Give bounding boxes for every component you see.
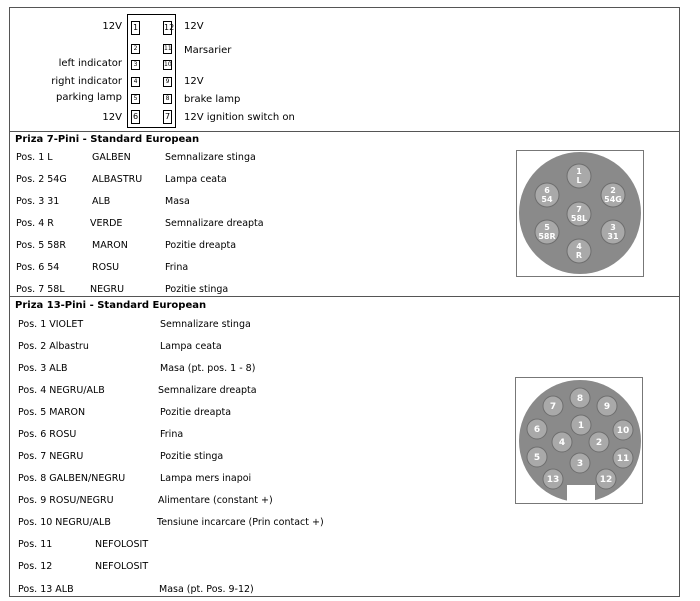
connector-left-label-6: 12V [102,112,122,123]
plug-13pin-pin-1 [571,415,591,435]
plug-7pin-pin-6-code: 54 [541,195,553,204]
connector-left-label-1: 12V [102,21,122,32]
plug-7pin-pin-5-code: 58R [538,232,556,241]
plug-7pin-svg [517,151,643,276]
row-13-pos: Pos. 13 ALB [18,584,74,595]
row-7-color: GALBEN [92,152,131,163]
row-7-pos: Pos. 6 54 [16,262,60,273]
row-7-func: Pozitie stinga [165,284,229,295]
row-13-pos: Pos. 1 VIOLET [18,319,84,330]
connector-pin-12: 12 [163,21,172,35]
plug-7pin-pin-5-number: 5 [544,223,550,232]
plug-13pin-pin-12-number: 12 [599,475,613,485]
plug-13pin-pin-3 [570,453,590,473]
plug-13pin-pin-13 [543,469,563,489]
row-7-pos: Pos. 4 R [16,218,54,229]
plug-13pin-pin-10 [613,420,633,440]
connector-pin-6: 6 [131,110,140,124]
row-7-func: Masa [165,196,190,207]
row-13-pos: Pos. 4 NEGRU/ALB [18,385,105,396]
row-13-pos: Pos. 11 [18,539,53,550]
plug-13pin-key-notch [567,485,595,503]
connector-right-label-9: 12V [184,76,204,87]
plug-7pin-pin-3-code: 31 [607,232,619,241]
plug-13pin-pin-9-number: 9 [603,402,611,412]
plug-7pin-pin-5 [535,220,559,244]
plug-13pin-image [515,377,643,504]
plug-7pin-pin-2-number: 2 [610,186,616,195]
divider-13pin [9,296,680,297]
connector-pin-8: 8 [163,94,172,104]
row-13-func: Masa (pt. Pos. 9-12) [159,584,254,595]
plug-7pin-image [516,150,644,277]
row-13-func: Lampa mers inapoi [160,473,252,484]
plug-13pin-pin-5-number: 5 [533,453,541,463]
row-7-color: VERDE [90,218,123,229]
row-13-pos: Pos. 5 MARON [18,407,86,418]
plug-7pin-pin-4-code: R [575,251,583,260]
connector-right-label-8: brake lamp [184,94,241,105]
connector-left-label-4: right indicator [51,76,122,87]
row-13-func: Pozitie stinga [160,451,224,462]
connector-pin-11: 11 [164,45,172,52]
row-7-pos: Pos. 7 58L [16,284,65,295]
plug-7pin-pin-3 [601,220,625,244]
plug-7pin-pin-1 [567,164,591,188]
row-13-func: Alimentare (constant +) [158,495,273,506]
connector-right-label-11: Marsarier [184,45,232,56]
plug-7pin-pin-7-number: 7 [576,205,582,214]
connector-pin-2: 2 [131,44,140,54]
row-13-func: Semnalizare dreapta [158,385,257,396]
row-7-color: ALBASTRU [92,174,143,185]
row-13-func: Tensiune incarcare (Prin contact +) [157,517,324,528]
plug-7pin-pin-1-number: 1 [576,167,582,176]
plug-7pin-pin-7 [567,202,591,226]
section-7pin-title: Priza 7-Pini - Standard European [15,134,200,145]
row-7-pos: Pos. 1 L [16,152,53,163]
plug-13pin-pin-5 [527,447,547,467]
section-13pin-title: Priza 13-Pini - Standard European [15,300,207,311]
row-7-func: Pozitie dreapta [165,240,237,251]
plug-7pin-pin-6-number: 6 [544,186,550,195]
plug-7pin-pin-4 [567,239,591,263]
row-13-func: Pozitie dreapta [160,407,232,418]
plug-13pin-pin-9 [597,396,617,416]
connector-pin-7: 7 [163,110,172,124]
plug-13pin-pin-7-number: 7 [549,402,557,412]
row-13-pos: Pos. 9 ROSU/NEGRU [18,495,114,506]
connector-pin-4: 4 [131,77,140,87]
row-7-color: NEGRU [90,284,125,295]
plug-13pin-pin-2 [589,432,609,452]
row-7-func: Semnalizare dreapta [165,218,264,229]
row-13-func: Lampa ceata [160,341,222,352]
row-7-func: Lampa ceata [165,174,227,185]
plug-13pin-pin-6-number: 6 [533,425,541,435]
row-13-func: Masa (pt. pos. 1 - 8) [160,363,256,374]
plug-7pin-pin-6 [535,183,559,207]
row-13-func: Frina [160,429,184,440]
connector-pin-1: 1 [131,21,140,35]
plug-13pin-pin-10-number: 10 [616,426,630,436]
divider-7pin [9,131,680,132]
plug-7pin-pin-4-number: 4 [576,242,582,251]
row-13-pos: Pos. 2 Albastru [18,341,89,352]
plug-13pin-pin-8 [570,388,590,408]
connector-pin-10: 10 [164,61,172,68]
plug-13pin-pin-2-number: 2 [595,438,603,448]
connector-pin-5: 5 [131,94,140,104]
row-13-func: Semnalizare stinga [160,319,251,330]
row-7-pos: Pos. 5 58R [16,240,66,251]
plug-13pin-pin-4 [552,432,572,452]
plug-13pin-pin-13-number: 13 [546,475,560,485]
row-13-pos: Pos. 8 GALBEN/NEGRU [18,473,126,484]
row-13-func: NEFOLOSIT [95,561,149,572]
row-7-color: ROSU [92,262,120,273]
plug-7pin-pin-2-code: 54G [604,195,622,204]
row-7-func: Frina [165,262,189,273]
connector-left-label-5: parking lamp [55,92,122,103]
plug-7pin-pin-2 [601,183,625,207]
plug-7pin-pin-3-number: 3 [610,223,616,232]
connector-right-label-12: 12V [184,21,204,32]
plug-13pin-pin-11-number: 11 [616,454,630,464]
plug-13pin-svg [516,378,642,503]
row-13-pos: Pos. 6 ROSU [18,429,77,440]
connector-pin-3: 3 [131,60,140,70]
connector-left-label-3: left indicator [58,58,122,69]
plug-7pin-pin-1-code: L [576,176,582,185]
plug-13pin-pin-4-number: 4 [558,438,566,448]
plug-13pin-pin-11 [613,448,633,468]
plug-13pin-pin-6 [527,419,547,439]
row-13-func: NEFOLOSIT [95,539,149,550]
row-7-pos: Pos. 2 54G [16,174,67,185]
plug-13pin-pin-12 [596,469,616,489]
row-7-pos: Pos. 3 31 [16,196,60,207]
row-13-pos: Pos. 12 [18,561,53,572]
connector-pin-9: 9 [163,77,172,87]
row-13-pos: Pos. 10 NEGRU/ALB [18,517,111,528]
plug-13pin-pin-7 [543,396,563,416]
row-13-pos: Pos. 7 NEGRU [18,451,84,462]
plug-13pin-pin-1-number: 1 [577,421,585,431]
connector-right-label-7: 12V ignition switch on [184,112,295,123]
plug-13pin-pin-3-number: 3 [576,459,584,469]
row-7-color: MARON [92,240,128,251]
plug-13pin-pin-8-number: 8 [576,394,584,404]
row-7-color: ALB [92,196,111,207]
plug-7pin-pin-7-code: 58L [570,214,588,223]
row-13-pos: Pos. 3 ALB [18,363,68,374]
row-7-func: Semnalizare stinga [165,152,256,163]
